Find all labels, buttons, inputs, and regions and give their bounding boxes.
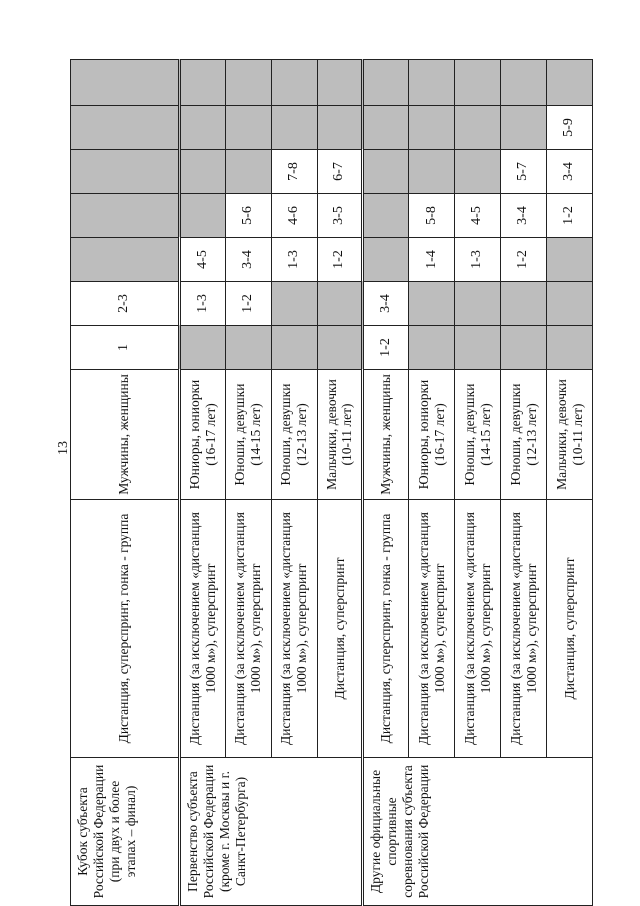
table-row [71,60,180,906]
place-cell [455,60,501,106]
discipline-cell: Дистанция, суперспринт, гонка - группа [363,500,409,758]
table-row [363,60,409,906]
place-cell: 7-8 [271,150,317,194]
place-cell [179,194,225,238]
place-cell [409,150,455,194]
group-cell: Мальчики, девочки (10-11 лет) [317,370,363,500]
place-cell [501,106,547,150]
place-cell [271,60,317,106]
place-cell [71,150,180,194]
table-row [179,60,225,906]
event-cell: Другие официальные спортивные соревнования субъекта Российской Федерации [363,758,593,906]
place-cell [409,326,455,370]
place-cell [409,106,455,150]
discipline-cell: Дистанция (за исключением «дистанция 1000 м»), суперспринт [179,500,225,758]
place-cell [179,150,225,194]
place-cell [271,282,317,326]
discipline-cell: Дистанция (за исключением «дистанция 1000 м»), суперспринт [501,500,547,758]
place-cell: 3-5 [317,194,363,238]
place-cell [71,60,180,106]
place-cell [317,282,363,326]
place-cell [179,326,225,370]
place-cell [501,282,547,326]
place-cell [409,60,455,106]
place-cell [225,106,271,150]
place-cell: 1-3 [271,238,317,282]
place-cell [179,106,225,150]
place-cell: 1-3 [179,282,225,326]
place-cell: 5-6 [225,194,271,238]
place-cell: 4-5 [179,238,225,282]
place-cell [547,326,593,370]
rotated-table-container [70,60,593,906]
place-cell [71,238,180,282]
place-cell [547,282,593,326]
group-cell: Мужчины, женщины [71,370,180,500]
place-cell: 1-4 [409,238,455,282]
place-cell [455,326,501,370]
group-cell: Юниоры, юниорки (16-17 лет) [409,370,455,500]
place-cell [225,60,271,106]
place-cell: 2-3 [71,282,180,326]
discipline-cell: Дистанция (за исключением «дистанция 1000 м»), суперспринт [271,500,317,758]
place-cell: 3-4 [547,150,593,194]
place-cell [501,60,547,106]
place-cell: 4-6 [271,194,317,238]
discipline-cell: Дистанция (за исключением «дистанция 1000 м»), суперспринт [409,500,455,758]
place-cell: 3-4 [501,194,547,238]
place-cell: 1-2 [317,238,363,282]
group-cell: Юноши, девушки (12-13 лет) [271,370,317,500]
place-cell: 5-8 [409,194,455,238]
discipline-cell: Дистанция, суперспринт [317,500,363,758]
place-cell [71,194,180,238]
discipline-cell: Дистанция (за исключением «дистанция 1000 м»), суперспринт [455,500,501,758]
place-cell: 6-7 [317,150,363,194]
ranking-table [70,59,593,906]
place-cell: 1-2 [363,326,409,370]
place-cell: 3-4 [363,282,409,326]
place-cell [501,326,547,370]
place-cell: 5-9 [547,106,593,150]
place-cell: 1-2 [547,194,593,238]
group-cell: Мальчики, девочки (10-11 лет) [547,370,593,500]
place-cell [317,106,363,150]
place-cell: 3-4 [225,238,271,282]
place-cell [547,60,593,106]
group-cell: Юноши, девушки (14-15 лет) [455,370,501,500]
group-cell: Юноши, девушки (14-15 лет) [225,370,271,500]
place-cell [455,282,501,326]
place-cell [225,150,271,194]
event-cell: Первенство субъекта Российской Федерации (кроме г. Москвы и г. Санкт-Петербурга) [179,758,363,906]
place-cell [271,106,317,150]
place-cell [179,60,225,106]
place-cell [363,150,409,194]
page-number: 13 [56,441,71,455]
place-cell [71,106,180,150]
event-cell: Кубок субъекта Российской Федерации (при двух и более этапах – финал) [71,758,180,906]
place-cell: 4-5 [455,194,501,238]
place-cell [455,106,501,150]
place-cell [363,238,409,282]
place-cell [547,238,593,282]
place-cell [363,106,409,150]
place-cell [363,60,409,106]
group-cell: Юниоры, юниорки (16-17 лет) [179,370,225,500]
discipline-cell: Дистанция, суперспринт [547,500,593,758]
place-cell: 1-2 [501,238,547,282]
discipline-cell: Дистанция, суперспринт, гонка - группа [71,500,180,758]
place-cell [409,282,455,326]
place-cell: 1-3 [455,238,501,282]
place-cell [225,326,271,370]
place-cell [455,150,501,194]
place-cell: 1 [71,326,180,370]
discipline-cell: Дистанция (за исключением «дистанция 1000 м»), суперспринт [225,500,271,758]
place-cell [271,326,317,370]
group-cell: Мужчины, женщины [363,370,409,500]
place-cell: 1-2 [225,282,271,326]
group-cell: Юноши, девушки (12-13 лет) [501,370,547,500]
place-cell [363,194,409,238]
place-cell [317,326,363,370]
place-cell [317,60,363,106]
place-cell: 5-7 [501,150,547,194]
